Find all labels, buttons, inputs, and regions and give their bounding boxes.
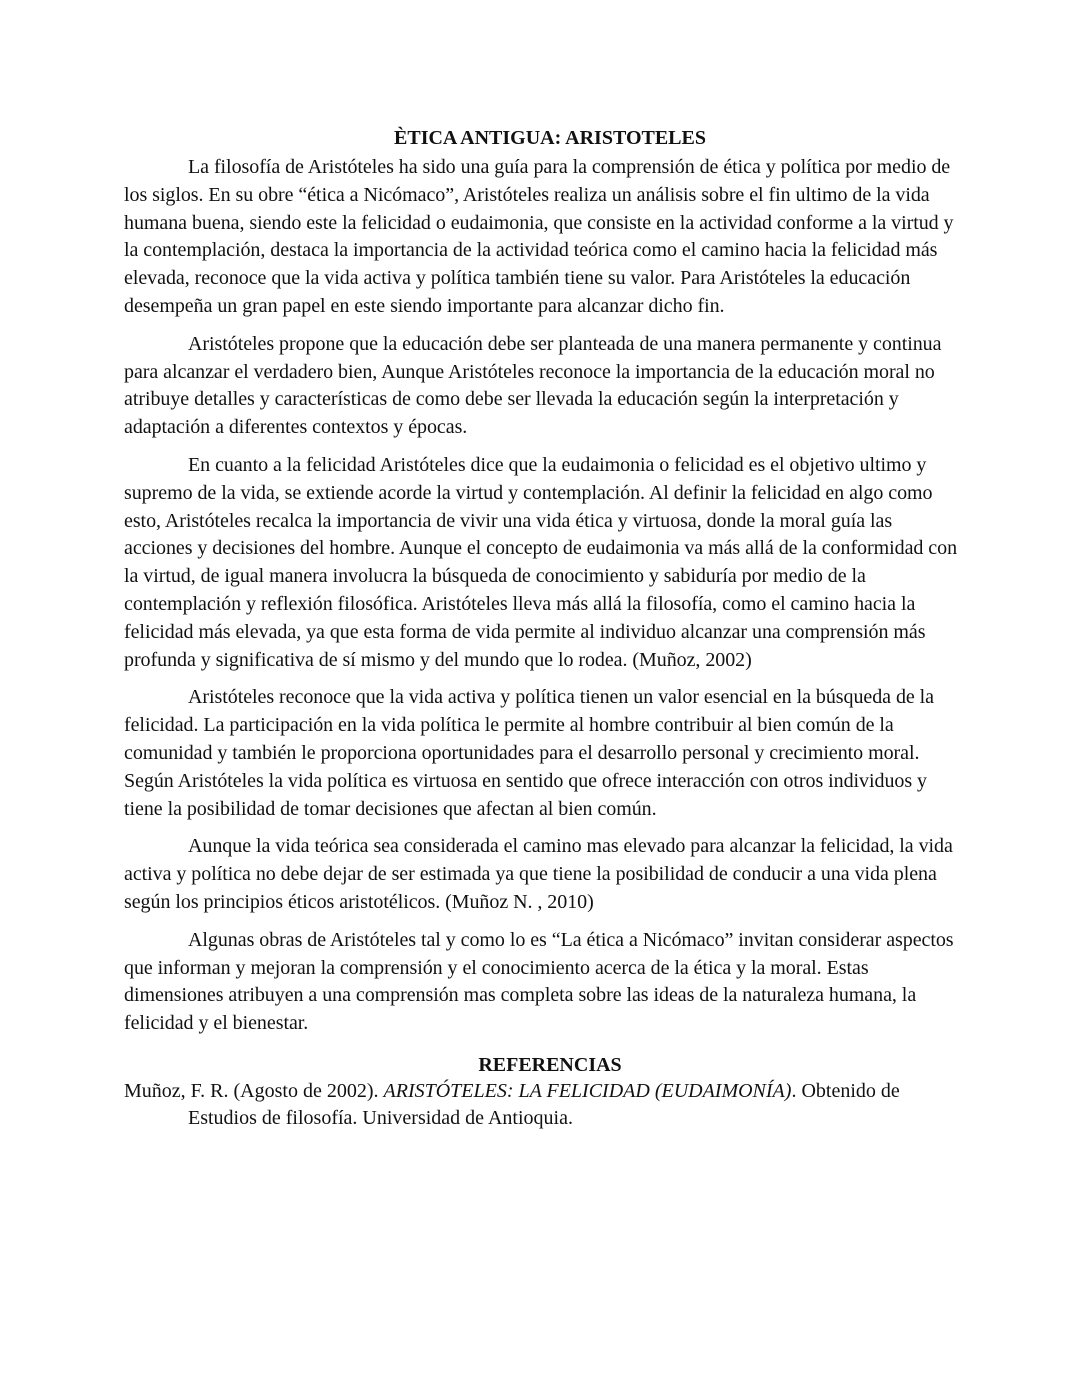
paragraph-intro: La filosofía de Aristóteles ha sido una guía para la comprensión de ética y política por medio de los siglos. En su obre “ética a Nicómaco”, Aristóteles realiza un análisis sobre el fin ultimo de la vida humana buena, siendo este la felicidad o eudaimonia, que consiste en la actividad conforme a la virtud y la contemplación, destaca la importancia de la actividad teórica como el camino hacia la felicidad más elevada, reconoce que la vida activa y política también tiene su valor. Para Aristóteles la educación desempeña un gran papel en este siendo importante para alcanzar dicho fin. [124,156,954,317]
paragraph-theoretical-life: Aunque la vida teórica sea considerada el camino mas elevado para alcanzar la felicidad, la vida activa y política no debe dejar de ser estimada ya que tiene la posibilidad de conducir a una vida plena según los principios éticos aristotélicos. (Muñoz N. , 2010) [124,835,953,913]
document-title: ÈTICA ANTIGUA: ARISTOTELES [394,127,706,149]
paragraph-works: Algunas obras de Aristóteles tal y como lo es “La ética a Nicómaco” invitan considerar aspectos que informan y mejoran la comprensión y el conocimiento acerca de la ética y la moral. Estas dimensiones atribuyen a una comprensión mas completa sobre las ideas de la naturaleza humana, la felicidad y el bienestar. [124,928,954,1035]
paragraph-happiness: En cuanto a la felicidad Aristóteles dice que la eudaimonia o felicidad es el objetivo ultimo y supremo de la vida, se extiende acorde la virtud y contemplación. Al definir la felicidad en algo como esto, Aristóteles recalca la importancia de vivir una vida ética y virtuosa, donde la moral guía las acciones y decisiones del hombre. Aunque el concepto de eudaimonia va más allá de la conformidad con la virtud, de igual manera involucra la búsqueda de conocimiento y sabiduría por medio de la contemplación y reflexión filosófica. Aristóteles lleva más allá la filosofía, como el camino hacia la felicidad más elevada, ya que esta forma de vida permite al individuo alcanzar una comprensión más profunda y significativa de sí mismo y del mundo que lo rodea. (Muñoz, 2002) [124,453,958,671]
reference-author-date: Muñoz, F. R. (Agosto de 2002). [124,1079,384,1102]
reference-title: ARISTÓTELES: LA FELICIDAD (EUDAIMONÍA) [383,1079,792,1102]
references-heading: REFERENCIAS [478,1053,622,1076]
document-page [124,124,960,1133]
paragraph-political-life: Aristóteles reconoce que la vida activa y política tienen un valor esencial en la búsqueda de la felicidad. La participación en la vida política le permite al hombre contribuir al bien común de la comunidad y también le proporciona oportunidades para el desarrollo personal y crecimiento moral. Según Aristóteles la vida política es virtuosa en sentido que ofrece interacción con otros individuos y tiene la posibilidad de tomar decisiones que afectan al bien común. [124,686,935,820]
paragraph-education: Aristóteles propone que la educación debe ser planteada de una manera permanente y continua para alcanzar el verdadero bien, Aunque Aristóteles reconoce la importancia de la educación moral no atribuye detalles y características de como debe ser llevada la educación según la interpretación y adaptación a diferentes contextos y épocas. [124,332,942,439]
reference-entry [124,1078,960,1133]
reference-source: . Obtenido de Estudios de filosofía. Universidad de Antioquia. [188,1079,900,1130]
